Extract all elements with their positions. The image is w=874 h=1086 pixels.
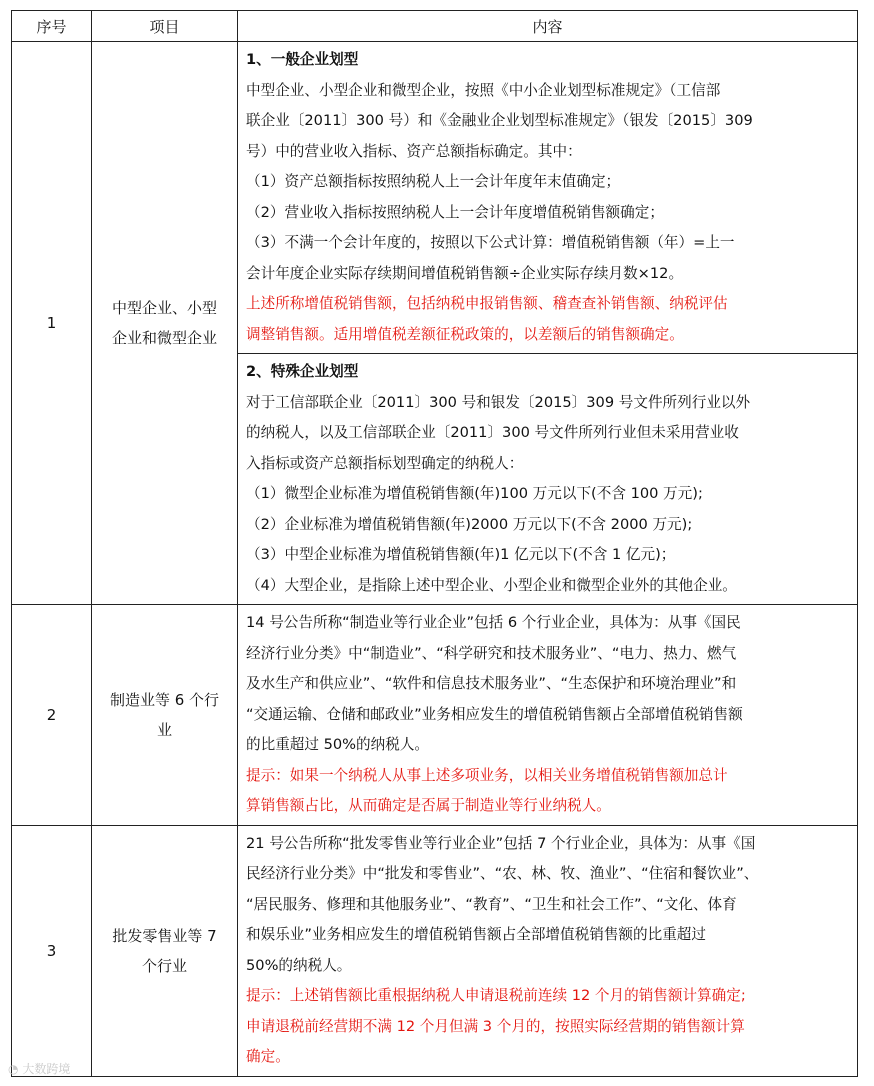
row1-section1: 1、一般企业划型 中型企业、小型企业和微型企业，按照《中小企业划型标准规定》（工信部 联企业〔2011〕300 号）和《金融业企业划型标准规定》（银发〔2015〕309 号）中的营业收入指标、资产总额指标确定。其中： （1）资产总额指标按照纳税人上一会计年度年末值确定； （2）营业收入指标按照纳税人上一会计年度增值税销售额确定； （3）不满一个会计年度的，按照以下公式计算：增值税销售额（年）=上一 会计年度企业实际存续期间增值税销售额÷企业实际存续月数×12。 上述所称增值税销售额，包括纳税申报销售额、稽查查补销售额、纳税评估 调整销售额。适用增值税差额征税政策的，以差额后的销售额确定。 <box>238 42 858 354</box>
table-row <box>12 825 858 1076</box>
row2-seq: 2 <box>12 605 92 826</box>
row2-tip: 提示：如果一个纳税人从事上述多项业务，以相关业务增值税销售额加总计 <box>246 766 728 784</box>
policy-table <box>11 10 858 1077</box>
header-item: 项目 <box>92 11 238 42</box>
row2-item: 制造业等 6 个行 业 <box>92 605 238 826</box>
row3-content: 21 号公告所称“批发零售业等行业企业”包括 7 个行业企业，具体为：从事《国 民经济行业分类》中“批发和零售业”、“农、林、牧、渔业”、“住宿和餐饮业”、 “居民服务、修理和其他服务业”、“教育”、“卫生和社会工作”、“文化、体育 和娱乐业”业务相应发生的增值税销售额占全部增值税销售额的比重超过 50%的纳税人。 提示：上述销售额比重根据纳税人申请退税前连续 12 个月的销售额计算确定; 申请退税前经营期不满 12 个月但满 3 个月的，按照实际经营期的销售额计算 确定。 <box>238 825 858 1076</box>
row3-tip: 提示：上述销售额比重根据纳税人申请退税前连续 12 个月的销售额计算确定; <box>246 987 746 1004</box>
watermark: ◔ 大数跨境 <box>8 1062 71 1076</box>
table-row <box>12 605 858 826</box>
row3-seq: 3 <box>12 825 92 1076</box>
header-row <box>12 11 858 42</box>
header-content: 内容 <box>238 11 858 42</box>
row2-content: 14 号公告所称“制造业等行业企业”包括 6 个行业企业，具体为：从事《国民 经济行业分类》中“制造业”、“科学研究和技术服务业”、“电力、热力、燃气 及水生产和供应业”、“软件和信息技术服务业”、“生态保护和环境治理业”和 “交通运输、仓储和邮政业”业务相应发生的增值税销售额占全部增值税销售额 的比重超过 50%的纳税人。 提示：如果一个纳税人从事上述多项业务，以相关业务增值税销售额加总计 算销售额占比，从而确定是否属于制造业等行业纳税人。 <box>238 605 858 826</box>
row1-item: 中型企业、小型 企业和微型企业 <box>92 42 238 605</box>
row1-seq: 1 <box>12 42 92 605</box>
header-seq: 序号 <box>12 11 92 42</box>
table-row <box>12 42 858 354</box>
row3-item: 批发零售业等 7 个行业 <box>92 825 238 1076</box>
row1-section2: 2、特殊企业划型 对于工信部联企业〔2011〕300 号和银发〔2015〕309 号文件所列行业以外 的纳税人，以及工信部联企业〔2011〕300 号文件所列行业但未采用营业收 入指标或资产总额指标划型确定的纳税人： （1）微型企业标准为增值税销售额(年)100 万元以下(不含 100 万元); （2）企业标准为增值税销售额(年)2000 万元以下(不含 2000 万元); （3）中型企业标准为增值税销售额(年)1 亿元以下(不含 1 亿元)； （4）大型企业，是指除上述中型企业、小型企业和微型企业外的其他企业。 <box>238 354 858 605</box>
watermark-logo-icon: ◔ <box>8 1062 19 1076</box>
section2-title: 2、特殊企业划型 <box>246 363 359 380</box>
section1-title: 1、一般企业划型 <box>246 51 359 68</box>
section1-note: 上述所称增值税销售额，包括纳税申报销售额、稽查查补销售额、纳税评估 <box>246 295 728 312</box>
